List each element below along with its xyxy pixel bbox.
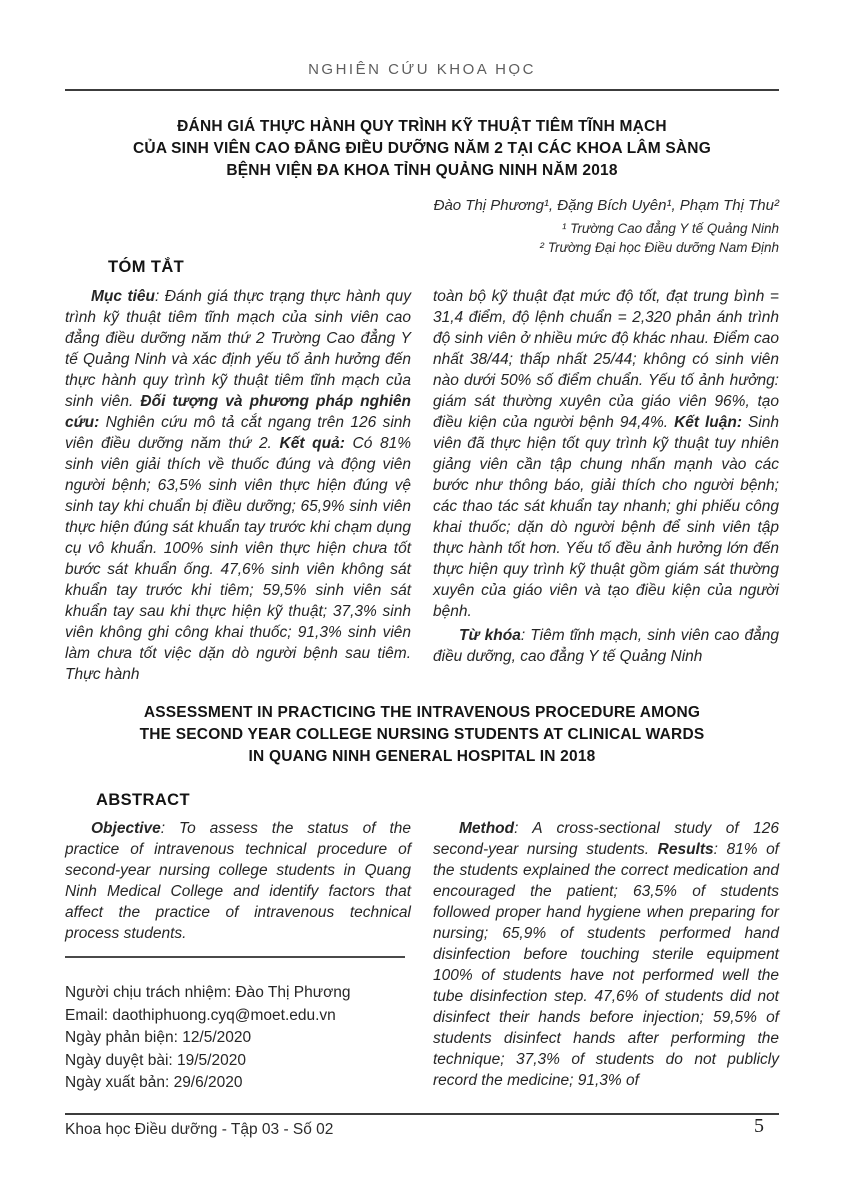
abstract-en-segment: : A cross-sectional study of 126 second-year nursing students. <box>433 820 779 858</box>
affiliation-line: ¹ Trường Cao đẳng Y tế Quảng Ninh <box>561 221 779 236</box>
journal-section-header: NGHIÊN CỨU KHOA HỌC <box>308 61 536 78</box>
article-title-vietnamese <box>65 116 779 182</box>
abstract-en-segment: Objective <box>91 820 161 837</box>
footer-journal-title: Khoa học Điều dưỡng - Tập 03 - Số 02 <box>65 1121 334 1138</box>
abstract-vi-segment: Đối tượng và phương pháp nghiên cứu: <box>65 393 411 431</box>
approval-date-line: Ngày duyệt bài: 19/5/2020 <box>65 1051 246 1069</box>
article-title-line: ASSESSMENT IN PRACTICING THE INTRAVENOUS PROCEDURE AMONG <box>143 704 701 721</box>
email-line: Email: daothiphuong.cyq@moet.edu.vn <box>65 1006 336 1024</box>
abstract-en-segment: Results <box>657 841 714 858</box>
contact-divider-rule <box>65 956 405 958</box>
section-heading-tomtat: TÓM TẮT <box>108 258 185 276</box>
article-title-english <box>65 702 779 768</box>
contact-block <box>65 982 415 1095</box>
abstract-vi-right-column <box>433 286 779 667</box>
abstract-en-left-column <box>65 818 411 944</box>
authors-line: Đào Thị Phương¹, Đặng Bích Uyên¹, Phạm Thị Thu² <box>433 197 779 214</box>
abstract-en-segment: : To assess the status of the practice of intravenous technical procedure of second-year nursing college students in Quang Ninh Medical College and identify factors that affect the practice of intravenous technical process students. <box>65 820 411 942</box>
abstract-en-paragraph <box>433 818 779 1091</box>
article-title-line: THE SECOND YEAR COLLEGE NURSING STUDENTS AT CLINICAL WARDS <box>139 726 705 743</box>
publish-date-line: Ngày xuất bản: 29/6/2020 <box>65 1074 243 1091</box>
abstract-vi-paragraph-continuation <box>433 286 779 622</box>
affiliations-block <box>65 219 779 257</box>
abstract-en-right-column <box>433 818 779 1091</box>
article-title-line: IN QUANG NINH GENERAL HOSPITAL IN 2018 <box>248 748 596 765</box>
abstract-vi-left-column <box>65 286 411 685</box>
abstract-en-segment: Method <box>459 820 515 837</box>
abstract-vi-segment: : Đánh giá thực trạng thực hành quy trình kỹ thuật tiêm tĩnh mạch của sinh viên cao đẳng điều dưỡng năm thứ 2 Trường Cao đẳng Y tế Quảng Ninh và xác định yếu tố ảnh hưởng đến thực hành quy trình kỹ thuật tiêm tĩnh mạch của sinh viên. <box>65 288 411 410</box>
abstract-vi-segment: Sinh viên đã thực hiện tốt quy trình kỹ thuật tuy nhiên giảng viên cần tập chung nhấn mạnh vào các bước như thông báo, giải thích cho người bệnh; các thao tác sát khuẩn tay nhanh; ghi phiếu công khai thuốc; dặn dò người bệnh để sinh viên tập thực hành tốt hơn. Yếu tố đều ảnh hưởng lớn đến thực hiện quy trình kỹ thuật gồm giám sát thường xuyên của giáo viên và tạo điều kiện của người bệnh. <box>433 414 779 620</box>
page-number: 5 <box>754 1115 764 1137</box>
abstract-vi-segment: Kết luận: <box>674 414 743 431</box>
article-title-line: CỦA SINH VIÊN CAO ĐẲNG ĐIỀU DƯỠNG NĂM 2 TẠI CÁC KHOA LÂM SÀNG <box>133 140 711 157</box>
review-date-line: Ngày phản biện: 12/5/2020 <box>65 1029 252 1046</box>
abstract-vi-segment: Có 81% sinh viên giải thích về thuốc đúng và động viên người bệnh; 63,5% sinh viên thực hiện đúng vệ sinh tay khi chuẩn bị điều dưỡng; 65,9% sinh viên thực hiện đúng sát khuẩn tay trước khi chạm dụng cụ vô khuẩn. 100% sinh viên thực hiện chưa tốt bước sát khuẩn ống. 47,6% sinh viên không sát khuẩn tay trước khi tiêm; 59,5% sinh viên sát khuẩn tay sau khi thực hiện kỹ thuật; 37,3% sinh viên không ghi công khai thuốc; 91,3% sinh viên làm chưa tốt việc dặn dò người bệnh sau tiêm. Thực hành <box>65 435 411 683</box>
article-title-line: BỆNH VIỆN ĐA KHOA TỈNH QUẢNG NINH NĂM 2018 <box>226 162 618 179</box>
section-heading-abstract: ABSTRACT <box>96 791 190 809</box>
footer-divider-rule <box>65 1113 779 1115</box>
abstract-vi-segment: Mục tiêu <box>91 288 156 305</box>
keywords-paragraph <box>433 625 779 667</box>
abstract-en-paragraph <box>65 818 411 944</box>
affiliation-line: ² Trường Đại học Điều dưỡng Nam Định <box>539 240 779 255</box>
abstract-vietnamese-columns <box>65 286 779 685</box>
abstract-vi-segment: Kết quả: <box>279 435 345 452</box>
abstract-en-segment: : 81% of the students explained the correct medication and encouraged the patient; 63,5% of students followed proper hand hygiene when preparing for nursing; 65,9% of students performed hand disinfection before touching sterile equipment 100% of students have not performed well the tube disinfection step. 47,6% of students did not disinfect their hands before injection; 59,5% of students disinfect hands after performing the technique; 37,3% of students do not publicly record the medicine; 91,3% of <box>433 841 779 1089</box>
abstract-vi-segment: Nghiên cứu mô tả cắt ngang trên 126 sinh viên điều dưỡng năm thứ 2. <box>65 414 411 452</box>
abstract-vi-paragraph <box>65 286 411 685</box>
keywords-text: : Tiêm tĩnh mạch, sinh viên cao đẳng điều dưỡng, cao đẳng Y tế Quảng Ninh <box>433 627 779 665</box>
article-title-line: ĐÁNH GIÁ THỰC HÀNH QUY TRÌNH KỸ THUẬT TIÊM TĨNH MẠCH <box>177 118 667 135</box>
header-divider-rule <box>65 89 779 91</box>
responsible-person-line: Người chịu trách nhiệm: Đào Thị Phương <box>65 984 351 1001</box>
abstract-vi-segment: toàn bộ kỹ thuật đạt mức độ tốt, đạt trung bình = 31,4 điểm, độ lệnh chuẩn = 2,320 phản ánh trình độ sinh viên ở nhiều mức độ khác nhau. Điểm cao nhất 38/44; thấp nhất 25/44; không có sinh viên nào dưới 50% số điểm chuẩn. Yếu tố ảnh hưởng: giám sát thường xuyên của giáo viên 96%, tạo điều kiện của người bệnh 94,4%. <box>433 288 779 431</box>
keywords-label: Từ khóa <box>459 627 521 644</box>
